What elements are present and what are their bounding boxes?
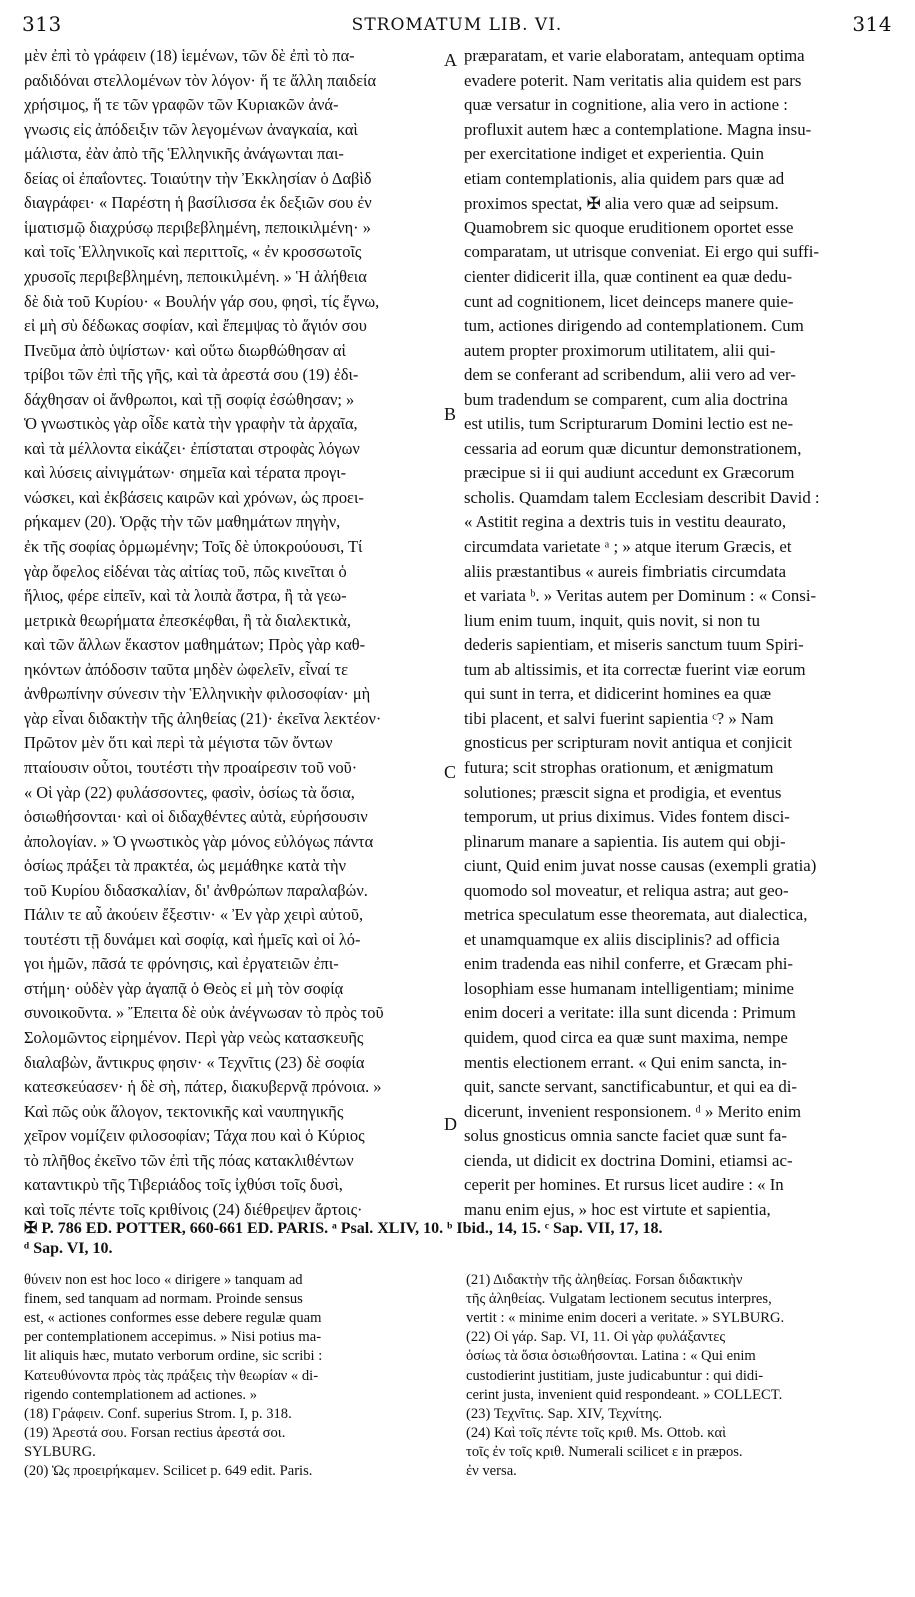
greek-text-line: ρήκαμεν (20). Ὁρᾷς τὴν τῶν μαθημάτων πηγὴν, bbox=[24, 512, 341, 532]
greek-text-line: δείας οἱ ἐπαΐοντες. Τοιαύτην τὴν Ἐκκλησίαν ὁ Δαβὶδ bbox=[24, 168, 372, 188]
greek-text-line: ἐκ τῆς σοφίας ὁρμωμένην; Τοῖς δὲ ὑποκρούουσι, Τί bbox=[24, 537, 363, 556]
section-marker-c: C bbox=[444, 762, 457, 782]
greek-text-line: καταντικρὺ τῆς Τιβεριάδος τοῖς ἰχθύσι τοῖς δυσὶ, bbox=[24, 1175, 343, 1195]
latin-text-line: cienda, ut didicit ex doctrina Domini, etiamsi ac- bbox=[464, 1150, 793, 1170]
latin-text-line: autem propter proximorum utilitatem, alii qui- bbox=[464, 340, 776, 360]
greek-text-line: Ὁ γνωστικὸς γὰρ οἶδε κατὰ τὴν γραφὴν τὰ ἀρχαῖα, bbox=[24, 414, 358, 434]
latin-text-line: proximos spectat, ✠ alia vero quæ ad seipsum. bbox=[464, 194, 779, 214]
greek-text-line: ἱματισμῷ διαχρύσῳ περιβεβλημένη, πεποικιλμένη· » bbox=[24, 217, 371, 237]
note-line: finem, sed tanquam ad normam. Proinde sensus bbox=[24, 1291, 303, 1308]
note-line: vertit : « minime enim doceri a veritate. » SYLBURG. bbox=[466, 1310, 785, 1327]
greek-text-line: στήμη· οὐδὲν γὰρ ἀγαπᾷ ὁ Θεὸς εἰ μὴ τὸν σοφίᾳ bbox=[24, 978, 344, 998]
greek-text-line: ηκόντων ἀπόδοσιν ταῦτα μηδὲν ὠφελεῖν, εἶναί τε bbox=[24, 659, 348, 679]
note-line: τῆς ἀληθείας. Vulgatam lectionem secutus interpres, bbox=[466, 1291, 772, 1308]
latin-text-line: lium enim tuum, inquit, quis novit, si non tu bbox=[464, 610, 761, 630]
greek-text-line: καὶ τοῖς πέντε τοῖς κριθίνοις (24) διέθρεψεν ἄρτοις· bbox=[24, 1199, 363, 1219]
greek-text-line: ἀπολογίαν. » Ὁ γνωστικὸς γὰρ μόνος εὐλόγως πάντα bbox=[24, 831, 374, 851]
greek-text-line: συνοικοῦντα. » Ἔπειτα δὲ οὐκ ἀνέγνωσαν τὸ πρὸς τοῦ bbox=[24, 1003, 384, 1023]
latin-text-line: tum, actiones dirigendo ad contemplationem. Cum bbox=[464, 316, 804, 336]
greek-text-line: τοῦ Κυρίου διδασκαλίαν, δι' ἀνθρώπων παραλαβών. bbox=[24, 880, 368, 900]
latin-text-line: solutiones; præscit signa et prodigia, et eventus bbox=[464, 782, 782, 802]
latin-text-line: futura; scit strophas orationum, et ænigmatum bbox=[464, 757, 774, 777]
greek-text-line: μετρικὰ θεωρήματα ἐπεσκέφθαι, ἢ τὰ διαλεκτικὰ, bbox=[24, 610, 351, 630]
latin-text-line: evadere poterit. Nam veritatis alia quidem est pars bbox=[464, 70, 802, 90]
latin-text-line: qui sunt in terra, et didicerint homines ea quæ bbox=[464, 684, 772, 704]
greek-text-line: γνωσις εἰς ἀπόδειξιν τῶν λεγομένων ἀναγκαία, καὶ bbox=[24, 119, 358, 139]
latin-text-line: cunt ad cognitionem, licet deinceps manere quie- bbox=[464, 291, 794, 311]
latin-text-line: enim tradenda eas nihil conferre, et Græcam phi- bbox=[464, 954, 793, 974]
greek-text-line: χεῖρον νομίζειν φιλοσοφίαν; Τάχα που καὶ ὁ Κύριος bbox=[24, 1126, 365, 1146]
latin-text-line: losophiam esse humanam intelligentiam; minime bbox=[464, 978, 794, 998]
running-title: STROMATUM LIB. VI. bbox=[351, 15, 563, 35]
latin-text-line: cessaria ad eorum quæ dicuntur demonstrationem, bbox=[464, 438, 802, 458]
latin-text-line: aliis præstantibus « aureis fimbriatis circumdata bbox=[464, 561, 787, 581]
greek-text-line: ἀνθρωπίνην σύνεσιν τὴν Ἑλληνικὴν φιλοσοφίαν· μὴ bbox=[24, 684, 371, 704]
latin-text-line: et variata ᵇ. » Veritas autem per Dominum : « Consi- bbox=[464, 586, 817, 606]
note-line: ἐν versa. bbox=[466, 1463, 517, 1479]
section-marker-b: B bbox=[444, 404, 457, 424]
note-line: ὁσίως τὰ ὅσια ὁσιωθήσονται. Latina : « Qui enim bbox=[466, 1348, 756, 1365]
note-line: rigendo contemplationem ad actiones. » bbox=[24, 1386, 258, 1403]
latin-text-line: tum ab altissimis, et ita correctæ fuerint viæ eorum bbox=[464, 659, 806, 679]
note-line: per contemplationem accepimus. » Nisi potius ma- bbox=[24, 1329, 322, 1346]
greek-text-line: ὁσιωθήσονται· καὶ οἱ διδαχθέντες αὐτὰ, εὑρήσουσιν bbox=[24, 807, 368, 827]
greek-text-line: καὶ λύσεις αἰνιγμάτων· σημεῖα καὶ τέρατα προγι- bbox=[24, 463, 347, 483]
latin-text-line: dicerunt, invenient responsionem. ᵈ » Merito enim bbox=[464, 1101, 802, 1121]
greek-text-line: ὁσίως πράξει τὰ πρακτέα, ὡς μεμάθηκε κατὰ τὴν bbox=[24, 856, 347, 876]
latin-text-line: temporum, ut prius diximus. Vides fontem disci- bbox=[464, 807, 790, 827]
latin-text-line: plinarum manare a sapientia. Iis autem qui obji- bbox=[464, 831, 786, 851]
greek-text-line: Πνεῦμα ἀπὸ ὑψίστων· καὶ οὕτω διωρθώθησαν αἱ bbox=[24, 340, 346, 360]
latin-text-line: quomodo sol moveatur, et reliqua astra; aut geo- bbox=[464, 880, 789, 900]
latin-text-line: quidem, quod circa ea quæ sunt maxima, nempe bbox=[464, 1028, 788, 1047]
greek-text-line: δάχθησαν οἱ ἄνθρωποι, καὶ τῇ σοφίᾳ ἐσώθησαν; » bbox=[24, 389, 355, 409]
greek-text-line: « Οἱ γὰρ (22) φυλάσσοντες, φασὶν, ὁσίως τὰ ὅσια, bbox=[24, 782, 355, 802]
greek-text-line: καὶ τοῖς Ἑλληνικοῖς καὶ περιττοῖς, « ἐν κροσσωτοῖς bbox=[24, 242, 362, 262]
latin-text-line: circumdata varietate ᵃ ; » atque iterum Græcis, et bbox=[464, 537, 792, 556]
latin-text-line: scholis. Quamdam talem Ecclesiam describit David : bbox=[464, 487, 820, 507]
greek-text-line: Πάλιν τε αὖ ἀκούειν ἔξεστιν· « Ἐν γὰρ χειρὶ αὐτοῦ, bbox=[24, 905, 364, 925]
latin-text-line: metrica speculatum esse theoremata, aut dialectica, bbox=[464, 905, 808, 925]
note-line: (23) Τεχνῖτις. Sap. XIV, Τεχνίτης. bbox=[466, 1405, 663, 1422]
note-line: θύνειν non est hoc loco « dirigere » tanquam ad bbox=[24, 1272, 303, 1288]
note-line: (19) Ἀρεστά σου. Forsan rectius ἀρεστά σοι. bbox=[24, 1424, 286, 1441]
greek-text-line: διαλαβὼν, ἄντικρυς φησιν· « Τεχνῖτις (23) δὲ σοφία bbox=[24, 1052, 365, 1072]
section-marker-d: D bbox=[444, 1114, 457, 1134]
note-line: (22) Οἱ γάρ. Sap. VI, 11. Οἱ γὰρ φυλάξαντες bbox=[466, 1329, 726, 1346]
greek-text-line: Πρῶτον μὲν ὅτι καὶ περὶ τὰ μέγιστα τῶν ὄντων bbox=[24, 733, 333, 753]
greek-text-line: καὶ τῶν ἄλλων ἕκαστον μαθημάτων; Πρὸς γὰρ καθ- bbox=[24, 635, 366, 655]
greek-text-line: Σολομῶντος εἰρημένον. Περὶ γὰρ νεὼς κατασκευῆς bbox=[24, 1028, 364, 1047]
note-line: custodierint justitiam, juste judicabuntur : qui didi- bbox=[466, 1367, 764, 1384]
latin-text-line: dem se conferant ad scribendum, alii vero ad ver- bbox=[464, 365, 796, 385]
latin-text-line: manu enim ejus, » hoc est virtute et sapientia, bbox=[464, 1199, 771, 1219]
note-line: cerint justa, invenient quid respondeant. » COLLECT. bbox=[466, 1386, 783, 1403]
note-line: (20) Ὡς προειρήκαμεν. Scilicet p. 649 edit. Paris. bbox=[24, 1463, 313, 1479]
latin-text-line: per exercitatione indiget et experientia. Quin bbox=[464, 144, 765, 164]
latin-text-line: tibi placent, et salvi fuerint sapientia ᶜ? » Nam bbox=[464, 708, 774, 728]
greek-text-line: μὲν ἐπὶ τὸ γράφειν (18) ἱεμένων, τῶν δὲ ἐπὶ τὸ πα- bbox=[24, 46, 355, 65]
note-line: τοῖς ἐν τοῖς κριθ. Numerali scilicet ε in præpos. bbox=[466, 1443, 743, 1460]
greek-text-line: μάλιστα, ἐὰν ἀπὸ τῆς Ἑλληνικῆς ἀνάγωνται παι- bbox=[24, 144, 344, 164]
page-number-right: 314 bbox=[852, 12, 892, 36]
latin-text-line: solus gnosticus omnia sancte faciet quæ sunt fa- bbox=[464, 1126, 787, 1146]
latin-text-line: quæ versatur in cognitione, alia vero in actione : bbox=[464, 95, 788, 115]
greek-text-line: γὰρ ὄφελος εἰδέναι τὰς αἰτίας τοῦ, πῶς κινεῖται ὁ bbox=[24, 561, 347, 581]
latin-text-line: quit, sancte servant, sanctificabuntur, et qui ea di- bbox=[464, 1077, 797, 1097]
latin-text-line: Quamobrem sic quoque eruditionem oportet esse bbox=[464, 217, 794, 237]
greek-text-line: πταίουσιν οὗτοι, τουτέστι τὴν προαίρεσιν τοῦ νοῦ· bbox=[24, 757, 358, 777]
note-line: (18) Γράφειν. Conf. superius Strom. I, p. 318. bbox=[24, 1405, 292, 1422]
footnote-reference-line: ᵈ Sap. VI, 10. bbox=[24, 1240, 113, 1257]
latin-text-line: ciunt, Quid enim juvat nosse causas (exempli gratia) bbox=[464, 856, 817, 876]
greek-text-line: γοι ἡμῶν, πᾶσά τε φρόνησις, καὶ ἐργατειῶν ἐπι- bbox=[24, 954, 339, 974]
latin-text-line: enim doceri a veritate: illa sunt dicenda : Primum bbox=[464, 1003, 796, 1023]
latin-text-line: est utilis, tum Scripturarum Domini lectio est ne- bbox=[464, 414, 794, 434]
greek-text-line: κατεσκεύασεν· ἡ δὲ σὴ, πάτερ, διακυβερνᾷ πρόνοια. » bbox=[24, 1077, 382, 1097]
page-header bbox=[22, 12, 892, 40]
latin-text-line: ceperit per homines. Et rursus licet audire : « In bbox=[464, 1175, 784, 1195]
note-line: lit aliquis hæc, mutato verborum ordine, sic scribi : bbox=[24, 1348, 323, 1365]
latin-text-line: præparatam, et varie elaboratam, antequam optima bbox=[464, 46, 805, 65]
note-line: Κατευθύνοντα πρὸς τὰς πράξεις τὴν θεωρίαν « di- bbox=[24, 1367, 319, 1384]
note-line: (24) Καὶ τοῖς πέντε τοῖς κριθ. Ms. Ottob. καὶ bbox=[466, 1424, 727, 1441]
greek-text-line: χρήσιμος, ἥ τε τῶν γραφῶν τῶν Κυριακῶν ἀνά- bbox=[24, 95, 339, 115]
latin-text-line: et unamquamque ex aliis disciplinis? ad officia bbox=[464, 929, 780, 949]
greek-text-line: τουτέστι τῇ δυνάμει καὶ σοφίᾳ, καὶ ἡμεῖς καὶ οἱ λό- bbox=[24, 929, 361, 949]
greek-text-line: τρίβοι τῶν ἐπὶ τῆς γῆς, καὶ τὰ ἀρεστά σου (19) ἐδι- bbox=[24, 365, 359, 385]
latin-text-line: « Astitit regina a dextris tuis in vestitu deaurato, bbox=[464, 512, 787, 532]
greek-text-line: καὶ τὰ μέλλοντα εἰκάζει· ἐπίσταται στροφὰς λόγων bbox=[24, 438, 360, 458]
latin-text-line: cienter didicerit illa, quæ continent ea quæ dedu- bbox=[464, 266, 793, 286]
latin-text-line: comparatam, ut utrisque conveniat. Ei ergo qui suffi- bbox=[464, 242, 819, 262]
greek-text-line: τὸ πλῆθος ἐκεῖνο τῶν ἐπὶ τῆς πόας κατακλιθέντων bbox=[24, 1150, 354, 1170]
footnote-reference-line: ✠ P. 786 ED. POTTER, 660-661 ED. PARIS. ᵃ Psal. XLIV, 10. ᵇ Ibid., 14, 15. ᶜ Sap. VII, 17, 18. bbox=[24, 1220, 663, 1237]
note-line: est, « actiones conformes esse debere regulæ quam bbox=[24, 1310, 322, 1327]
greek-text-line: γὰρ εἶναι διδακτὴν τῆς ἀληθείας (21)· ἐκεῖνα λεκτέον· bbox=[24, 708, 382, 728]
latin-text-line: gnosticus per scripturam novit antiqua et conjicit bbox=[464, 733, 793, 753]
greek-text-line: νώσκει, καὶ ἐκβάσεις καιρῶν καὶ χρόνων, ὡς προει- bbox=[24, 487, 364, 507]
latin-text-line: dederis sapientiam, et miseris sanctum tuum Spiri- bbox=[464, 635, 804, 655]
section-marker-a: A bbox=[444, 50, 457, 70]
note-line: SYLBURG. bbox=[24, 1443, 96, 1460]
greek-text-line: ἥλιος, φέρε εἰπεῖν, καὶ τὰ λοιπὰ ἄστρα, ἢ τὰ γεω- bbox=[24, 586, 347, 606]
latin-text-line: mentis electionem errant. « Qui enim sancta, in- bbox=[464, 1052, 787, 1072]
page-number-left: 313 bbox=[22, 12, 62, 36]
latin-text-line: bum tradendum se comparent, cum alia doctrina bbox=[464, 389, 788, 409]
latin-text-line: præcipue si ii qui audiunt accedunt ex Græcorum bbox=[464, 463, 795, 483]
greek-text-line: χρυσοῖς περιβεβλημένη, πεποικιλμένη. » Ἡ ἀλήθεια bbox=[24, 266, 367, 286]
greek-text-line: εἰ μὴ σὺ δέδωκας σοφίαν, καὶ ἔπεμψας τὸ ἅγιόν σου bbox=[24, 316, 367, 336]
greek-text-line: ραδιδόναι στελλομένων τὸν λόγον· ἥ τε ἄλλη παιδεία bbox=[24, 70, 377, 90]
greek-text-line: διαγράφει· « Παρέστη ἡ βασίλισσα ἐκ δεξιῶν σου ἐν bbox=[24, 193, 372, 213]
latin-text-line: profluxit autem hæc a contemplatione. Magna insu- bbox=[464, 119, 812, 139]
greek-text-line: δὲ διὰ τοῦ Κυρίου· « Βουλήν γάρ σου, φησὶ, τίς ἔγνω, bbox=[24, 291, 380, 311]
latin-text-line: etiam contemplationis, alia quidem pars quæ ad bbox=[464, 168, 785, 188]
note-line: (21) Διδακτὴν τῆς ἀληθείας. Forsan διδακτικὴν bbox=[466, 1272, 743, 1288]
greek-text-line: Καὶ πῶς οὐκ ἄλογον, τεκτονικῆς καὶ ναυπηγικῆς bbox=[24, 1101, 344, 1121]
